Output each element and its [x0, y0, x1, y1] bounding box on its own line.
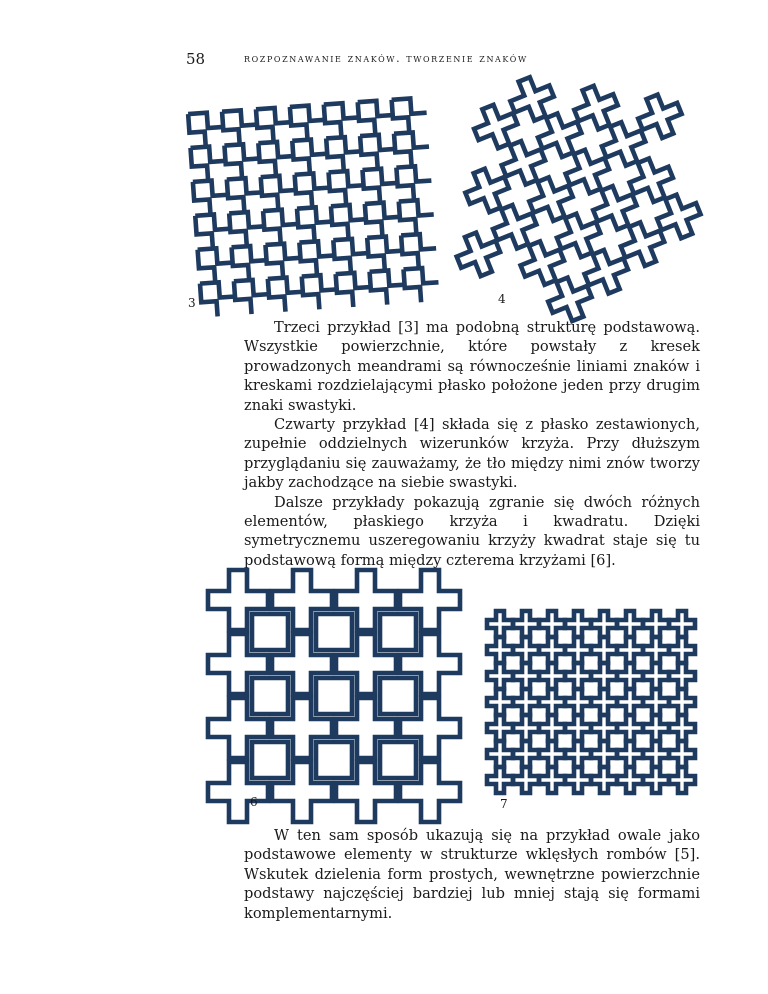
cross-outline — [487, 715, 513, 741]
square-outline — [252, 742, 288, 778]
meander-cell — [365, 202, 401, 238]
cross-outline — [643, 741, 669, 767]
cross-outline — [565, 689, 591, 715]
figure-7-svg — [488, 612, 700, 780]
meander-cell — [362, 168, 398, 204]
paragraph-example-6: Dalsze przykłady pokazują zgranie się dwóch różnych elementów, płaskiego krzyża i kwadratu. Dzięki symetrycznemu uszeregowaniu krzyży kwadrat staje się tu podstawową formą między czterema krzyżami [6]. — [244, 493, 700, 569]
running-head: rozpoznawanie znaków. tworzenie znaków — [244, 52, 528, 65]
meander-cell — [370, 269, 406, 305]
cross-outline — [643, 611, 669, 637]
figure-3-svg — [186, 88, 426, 300]
meander-cell — [324, 102, 360, 138]
cross-outline — [539, 689, 565, 715]
meander-cell — [392, 97, 428, 133]
paragraph-example-4: Czwarty przykład [4] składa się z płasko zestawionych, zupełnie oddzielnych wizerunków krzyża. Przy dłuższym przyglądaniu się zauważamy, że tło między nimi znów tworzy jakby zachodzące na siebie swastyki. — [244, 416, 700, 492]
cross-outline — [513, 741, 539, 767]
cross-outline — [643, 637, 669, 663]
cross-outline — [513, 767, 539, 793]
cross-outline — [513, 663, 539, 689]
meander-cell — [302, 274, 338, 310]
square-outline — [316, 742, 352, 778]
meander-cell — [401, 233, 437, 269]
meander-cell — [326, 136, 362, 172]
meander-cell — [224, 143, 260, 179]
cross-outline — [208, 570, 268, 630]
figure-4-svg — [452, 84, 697, 299]
square-outline — [380, 742, 416, 778]
cross-outline — [487, 637, 513, 663]
paragraph-example-3: Trzeci przykład [3] ma podobną strukturę podstawową. Wszystkie powierzchnie, które powstały z kresek prowadzonych meandrami są równocześnie liniami znaków i kreskami rozdzielającymi płasko położone jeden przy drugim znaki swastyki. — [244, 319, 700, 414]
cross-outline — [400, 762, 460, 822]
cross-outline — [669, 741, 695, 767]
cross-outline — [565, 637, 591, 663]
cross-outline — [643, 689, 669, 715]
square-outline — [316, 614, 352, 650]
cross-outline — [565, 663, 591, 689]
meander-cell — [396, 165, 432, 201]
figure-6-caption: 6 — [250, 795, 258, 809]
meander-cell — [261, 175, 297, 211]
meander-cell — [227, 177, 263, 213]
meander-cell — [200, 281, 236, 317]
square-outline — [380, 678, 416, 714]
cross-outline — [617, 663, 643, 689]
meander-cell — [268, 276, 304, 312]
cross-outline — [272, 570, 332, 630]
cross-outline — [643, 715, 669, 741]
cross-outline — [643, 663, 669, 689]
meander-cell — [256, 107, 292, 143]
cross-outline — [617, 715, 643, 741]
cross-outline — [617, 689, 643, 715]
cross-outline — [539, 611, 565, 637]
figure-6-svg — [228, 590, 438, 785]
body-text-top — [244, 318, 700, 570]
cross-outline — [513, 715, 539, 741]
meander-cell — [258, 141, 294, 177]
cross-outline — [539, 767, 565, 793]
cross-outline — [591, 637, 617, 663]
cross-outline — [643, 767, 669, 793]
paragraph-example-5: W ten sam sposób ukazują się na przykład owale jako podstawowe elementy w strukturze wklęsłych rombów [5]. Wskutek dzielenia form prostych, wewnętrzne powierzchnie podstawy najczęściej bardziej lub mniej stają się formami komplementarnymi. — [244, 827, 700, 922]
cross-outline — [208, 634, 268, 694]
meander-cell — [394, 131, 430, 167]
figure-3-caption: 3 — [188, 296, 196, 310]
body-text-bottom — [244, 826, 700, 923]
cross-outline — [208, 698, 268, 758]
cross-outline — [487, 663, 513, 689]
cross-outline — [591, 741, 617, 767]
meander-cell — [265, 243, 301, 279]
meander-cell — [403, 267, 439, 303]
cross-outline — [336, 570, 396, 630]
cross-outline — [272, 762, 332, 822]
meander-cell — [367, 235, 403, 271]
cross-outline — [208, 762, 268, 822]
cross-outline — [669, 611, 695, 637]
figure-4-cross-pattern — [452, 84, 697, 299]
meander-cell — [295, 172, 331, 208]
cross-outline — [591, 689, 617, 715]
cross-outline — [487, 689, 513, 715]
square-outline — [316, 678, 352, 714]
cross-outline — [513, 637, 539, 663]
figure-7-cross-grid — [488, 612, 700, 780]
cross-outline — [336, 634, 396, 694]
meander-cell — [263, 209, 299, 245]
cross-outline — [272, 698, 332, 758]
cross-outline — [565, 741, 591, 767]
meander-cell — [329, 170, 365, 206]
meander-cell — [358, 100, 394, 136]
meander-cell — [331, 204, 367, 240]
meander-cell — [198, 247, 234, 283]
meander-cell — [229, 211, 265, 247]
meander-cell — [188, 112, 224, 148]
cross-outline — [591, 767, 617, 793]
meander-cell — [234, 279, 270, 315]
page-number: 58 — [186, 50, 206, 68]
cross-outline — [539, 741, 565, 767]
meander-cell — [222, 109, 258, 145]
cross-outline — [617, 741, 643, 767]
cross-outline — [513, 689, 539, 715]
figure-3-meander-pattern — [186, 88, 426, 300]
cross-outline — [617, 767, 643, 793]
meander-cell — [290, 105, 326, 141]
cross-outline — [272, 634, 332, 694]
meander-cell — [333, 238, 369, 274]
cross-outline — [669, 715, 695, 741]
cross-outline — [669, 689, 695, 715]
figure-7-caption: 7 — [500, 797, 508, 811]
meander-cell — [299, 240, 335, 276]
cross-outline — [617, 637, 643, 663]
cross-outline — [591, 715, 617, 741]
cross-outline — [617, 611, 643, 637]
cross-outline — [591, 611, 617, 637]
cross-outline — [669, 637, 695, 663]
cross-outline — [487, 767, 513, 793]
meander-cell — [399, 199, 435, 235]
cross-outline — [400, 698, 460, 758]
cross-outline — [400, 634, 460, 694]
cross-outline — [487, 741, 513, 767]
meander-cell — [297, 206, 333, 242]
cross-outline — [565, 715, 591, 741]
cross-outline — [565, 767, 591, 793]
cross-outline — [487, 611, 513, 637]
figure-6-cross-square-pattern — [228, 590, 438, 785]
cross-outline — [539, 637, 565, 663]
cross-outline — [336, 698, 396, 758]
square-outline — [252, 614, 288, 650]
cross-outline — [400, 570, 460, 630]
figure-4-caption: 4 — [498, 292, 506, 306]
cross-outline — [565, 611, 591, 637]
meander-cell — [193, 179, 229, 215]
meander-cell — [191, 146, 227, 182]
meander-cell — [336, 272, 372, 308]
cross-outline — [591, 663, 617, 689]
cross-outline — [539, 663, 565, 689]
cross-outline — [513, 611, 539, 637]
cross-outline — [539, 715, 565, 741]
cross-outline — [336, 762, 396, 822]
meander-cell — [195, 213, 231, 249]
meander-cell — [232, 245, 268, 281]
square-outline — [380, 614, 416, 650]
meander-cell — [360, 134, 396, 170]
cross-outline — [669, 767, 695, 793]
cross-outline — [669, 663, 695, 689]
meander-cell — [292, 138, 328, 174]
square-outline — [252, 678, 288, 714]
